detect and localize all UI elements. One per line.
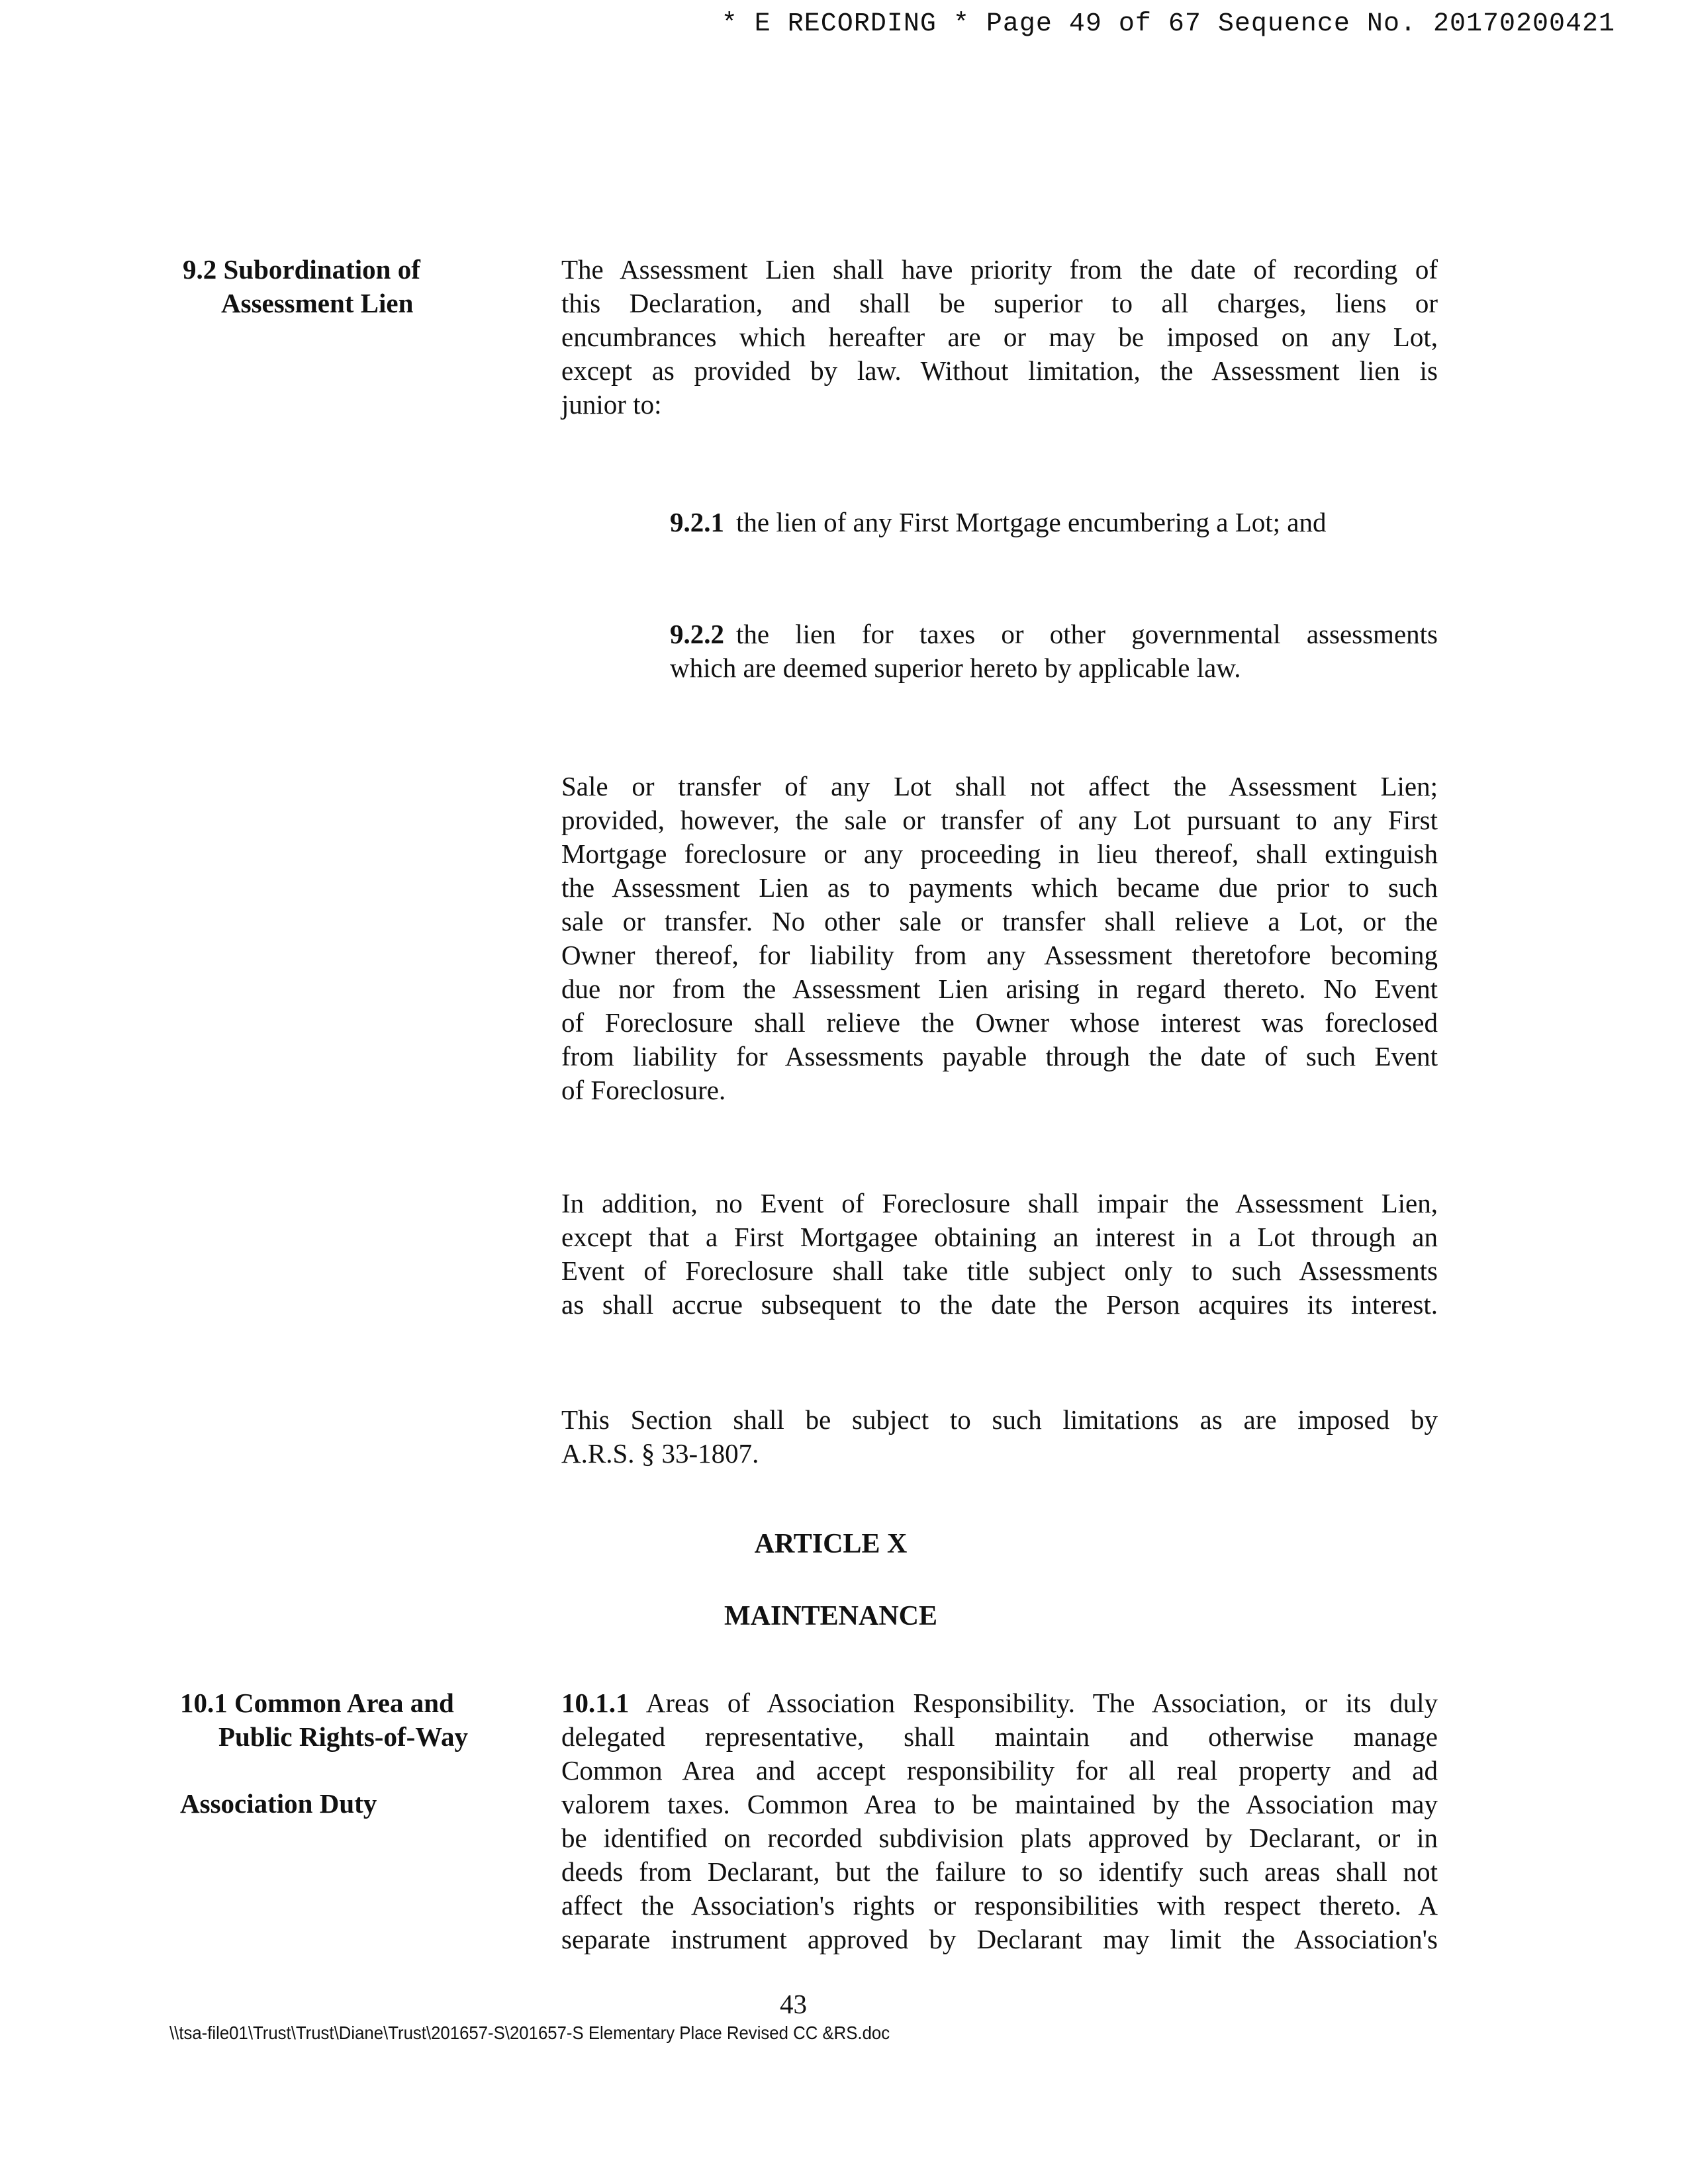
text-line: sale or transfer. No other sale or transfer shall relieve a Lot, or the [561,906,1438,936]
text-line: as shall accrue subsequent to the date the Person acquires its interest. [561,1289,1438,1320]
association-duty-subheading: Association Duty [180,1788,377,1819]
text-line: separate instrument approved by Declarant may limit the Association's [561,1924,1438,1954]
addition-paragraph [561,1187,1438,1322]
subsection-9-2-1-number: 9.2.1 [670,507,724,537]
section-10-1-title-line2: Public Rights-of-Way [218,1721,468,1752]
text-line: The Assessment Lien shall have priority from the date of recording of [561,254,1438,285]
text-line: of Foreclosure. [561,1075,726,1105]
text-line: valorem taxes. Common Area to be maintained by the Association may [561,1789,1438,1819]
text-line: be identified on recorded subdivision plats approved by Declarant, or in [561,1823,1438,1853]
page-number: 43 [780,1989,807,2019]
text-line: Common Area and accept responsibility for all real property and ad [561,1755,1438,1786]
subsection-9-2-2-number: 9.2.2 [670,619,724,649]
section-9-2-heading [183,253,420,320]
text-line: In addition, no Event of Foreclosure shall impair the Assessment Lien, [561,1188,1438,1218]
text-line: This Section shall be subject to such limitations as are imposed by [561,1404,1438,1435]
paragraph-10-1-1-first-line: Areas of Association Responsibility. The Association, or its duly [645,1688,1438,1718]
text-line: junior to: [561,389,662,420]
paragraph-10-1-1 [561,1686,1438,1956]
section-10-1-number: 10.1 [180,1688,228,1718]
text-line: deeds from Declarant, but the failure to so identify such areas shall not [561,1856,1438,1887]
paragraph-10-1-1-number: 10.1.1 [561,1688,630,1718]
article-title: MAINTENANCE [724,1601,937,1631]
text-line: due nor from the Assessment Lien arising in regard thereto. No Event [561,974,1438,1004]
text-line: Event of Foreclosure shall take title subject only to such Assessments [561,1255,1438,1286]
section-10-1-heading [180,1686,468,1754]
recording-header: * E RECORDING * Page 49 of 67 Sequence No. 20170200421 [721,9,1615,39]
article-heading: ARTICLE X [754,1529,908,1559]
text-line: A.R.S. § 33-1807. [561,1438,759,1469]
text-line: encumbrances which hereafter are or may be imposed on any Lot, [561,322,1438,352]
sale-transfer-paragraph [561,770,1438,1107]
text-line: from liability for Assessments payable through the date of such Event [561,1041,1438,1071]
text-line: Owner thereof, for liability from any Assessment theretofore becoming [561,940,1438,970]
subsection-9-2-1 [670,506,1438,539]
text-line: provided, however, the sale or transfer of any Lot pursuant to any First [561,805,1438,835]
section-9-2-number: 9.2 [183,254,217,285]
text-line: except that a First Mortgagee obtaining an interest in a Lot through an [561,1222,1438,1252]
section-9-2-title-line2: Assessment Lien [221,288,414,318]
subsection-9-2-2 [670,617,1438,685]
file-path: \\tsa-file01\Trust\Trust\Diane\Trust\201657-S\201657-S Elementary Place Revised CC &RS.doc [169,2023,890,2043]
text-line: this Declaration, and shall be superior to all charges, liens or [561,288,1438,318]
section-9-2-intro-paragraph [561,253,1438,422]
text-line: except as provided by law. Without limitation, the Assessment lien is [561,355,1438,386]
text-line: the Assessment Lien as to payments which became due prior to such [561,872,1438,903]
section-9-2-title-line1: Subordination of [223,254,420,285]
subsection-9-2-2-line1: the lien for taxes or other governmental assessments [736,619,1438,649]
text-line: delegated representative, shall maintain and otherwise manage [561,1721,1438,1752]
subsection-9-2-2-line2: which are deemed superior hereto by applicable law. [670,653,1241,683]
section-10-1-title-line1: Common Area and [234,1688,454,1718]
text-line: of Foreclosure shall relieve the Owner whose interest was foreclosed [561,1007,1438,1038]
text-line: affect the Association's rights or responsibilities with respect thereto. A [561,1890,1438,1921]
limitation-paragraph [561,1403,1438,1471]
text-line: Sale or transfer of any Lot shall not affect the Assessment Lien; [561,771,1438,801]
text-line: Mortgage foreclosure or any proceeding in lieu thereof, shall extinguish [561,839,1438,869]
subsection-9-2-1-text: the lien of any First Mortgage encumbering a Lot; and [736,507,1327,537]
